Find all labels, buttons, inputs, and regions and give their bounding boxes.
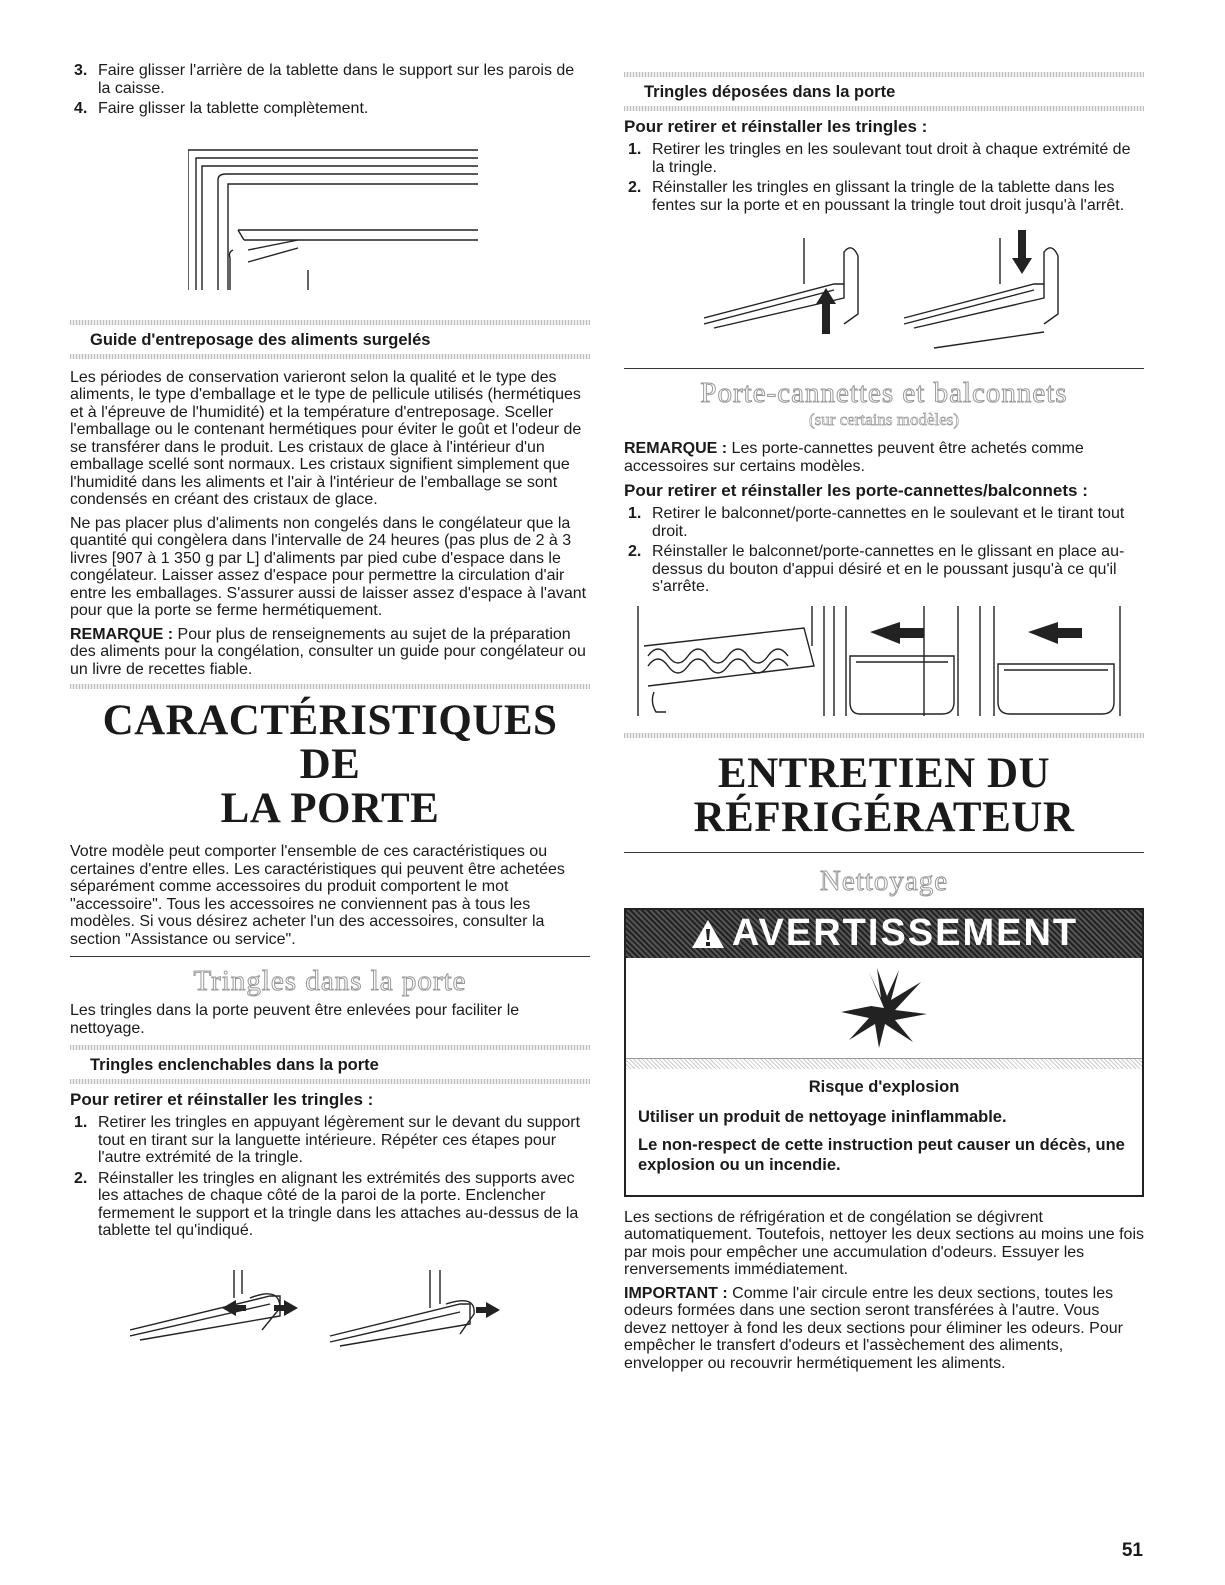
- divider: [624, 852, 1144, 853]
- list-item: [70, 100, 590, 118]
- left-column: [70, 62, 590, 1348]
- explosion-icon: [839, 968, 929, 1048]
- list-item: [624, 179, 1144, 214]
- can-racks-subtitle: (sur certains modèles): [808, 410, 960, 429]
- step-text: Faire glisser l'arrière de la tablette dans le support sur les parois de la caisse.: [98, 62, 575, 97]
- step-number: 1.: [74, 1114, 88, 1131]
- warning-pictogram: [626, 958, 1142, 1058]
- note-text: Pour plus de renseignements au sujet de la préparation des aliments pour la congélation, consulter un guide pour congélateur ou un livre de recettes fiable.: [70, 625, 586, 678]
- step-number: 2.: [628, 543, 642, 560]
- dropin-rail-illustration: [704, 228, 1064, 358]
- warning-band: [626, 1058, 1142, 1069]
- divider: [624, 733, 1144, 738]
- warning-line: Le non-respect de cette instruction peut causer un décès, une explosion ou un incendie.: [638, 1135, 1125, 1174]
- list-item: [624, 141, 1144, 176]
- page-number: 51: [1121, 1540, 1143, 1561]
- step-text: Retirer les tringles en appuyant légèrement sur le devant du support tout en tirant sur la languette intérieure. Répéter ces étapes pour l'autre extrémité de la tringle.: [98, 1114, 581, 1166]
- important-text: Comme l'air circule entre les deux sections, toutes les odeurs formées dans une section seront transférées à l'autre. Vous devez nettoyer à fond les deux sections pour éliminer les odeurs. Pour empêcher le transfert d'odeurs et l'assèchement des aliments, envelopper ou recouvrir hermétiquement les aliments.: [624, 1284, 1123, 1372]
- door-rails-title: Tringles dans la porte: [193, 965, 467, 997]
- dropin-rails-heading: Tringles déposées dans la porte: [644, 83, 896, 101]
- note-label: REMARQUE :: [70, 625, 174, 643]
- step-number: 4.: [74, 100, 88, 117]
- right-column: [624, 62, 1144, 1378]
- warning-triangle-icon: [690, 918, 726, 950]
- title-line: LA PORTE: [220, 785, 440, 832]
- door-features-title: [70, 699, 590, 831]
- warning-risk: Risque d'explosion: [808, 1077, 960, 1096]
- step-number: 1.: [628, 505, 642, 522]
- shelf-illustration: [188, 140, 488, 300]
- can-rack-illustration: [624, 606, 1124, 721]
- snap-rail-illustration: [130, 1268, 550, 1348]
- warning-body: [626, 1069, 1142, 1195]
- care-title: [624, 749, 1144, 841]
- important-label: IMPORTANT :: [624, 1284, 728, 1302]
- step-text: Réinstaller les tringles en alignant les extrémités des supports avec les attaches de chaque côté de la paroi de la porte. Enclencher fermement le support et la tringle dans les attaches au-dessus de la tablette tel qu'indiqué.: [98, 1169, 579, 1239]
- divider: [70, 684, 590, 689]
- step-text: Retirer le balconnet/porte-cannettes en le soulevant et le tirant tout droit.: [652, 505, 1125, 540]
- warning-header: [626, 910, 1142, 958]
- warning-header-text: AVERTISSEMENT: [731, 912, 1079, 954]
- dropin-rails-instruction: Pour retirer et réinstaller les tringles :: [624, 117, 928, 136]
- dropin-rails-steps: [624, 141, 1144, 214]
- step-number: 1.: [628, 141, 642, 158]
- door-rails-intro: Les tringles dans la porte peuvent être enlevées pour faciliter le nettoyage.: [70, 1002, 520, 1037]
- snap-rails-instruction: Pour retirer et réinstaller les tringles :: [70, 1090, 374, 1109]
- step-number: 2.: [628, 179, 642, 196]
- divider: [70, 956, 590, 957]
- door-features-intro: Votre modèle peut comporter l'ensemble de ces caractéristiques ou certaines d'entre elles. Les caractéristiques qui peuvent être achetées séparément comme accessoires du produit comportent le mot "accessoire". Tous les accessoires ne conviennent pas à tous les modèles. Si vous désirez acheter l'un des accessoires, consulter la section "Assistance ou service".: [70, 843, 565, 948]
- list-item: [70, 1114, 590, 1167]
- title-line: ENTRETIEN DU: [717, 749, 1051, 797]
- step-number: 3.: [74, 62, 88, 79]
- divider: [624, 106, 1144, 111]
- step-number: 2.: [74, 1169, 88, 1187]
- cleaning-title: Nettoyage: [819, 864, 949, 897]
- divider: [70, 1079, 590, 1084]
- can-racks-instruction: Pour retirer et réinstaller les porte-cannettes/balconnets :: [624, 481, 1088, 500]
- list-item: [70, 62, 590, 97]
- can-racks-steps: [624, 505, 1144, 596]
- frozen-guide-heading: Guide d'entreposage des aliments surgelés: [90, 330, 431, 349]
- warning-box: [624, 908, 1144, 1197]
- cleaning-paragraph: Les sections de réfrigération et de congélation se dégivrent automatiquement. Toutefois, nettoyer les deux sections au moins une fois par mois pour empêcher une accumulation d'odeurs. Essuyer les renversements immédiatement.: [624, 1208, 1145, 1278]
- title-line: CARACTÉRISTIQUES DE: [102, 697, 558, 788]
- title-line: RÉFRIGÉRATEUR: [693, 793, 1075, 841]
- important-paragraph: [624, 1285, 1144, 1373]
- frozen-guide-paragraph: Ne pas placer plus d'aliments non congelés dans le congélateur que la quantité qui congèlera dans l'intervalle de 24 heures (pas plus de 2 à 3 livres [907 à 1 350 g par L] d'aliments par pied cube d'espace dans le congélateur. Laisser assez d'espace pour permettre la circulation d'air entre les emballages. S'assurer aussi de laisser assez d'espace à l'avant pour que la porte se ferme hermétiquement.: [70, 514, 587, 619]
- step-text: Réinstaller les tringles en glissant la tringle de la tablette dans les fentes sur la porte et en poussant la tringle tout droit jusqu'à l'arrêt.: [652, 179, 1125, 214]
- shelf-steps: [70, 62, 590, 118]
- divider: [70, 354, 590, 359]
- snap-rails-steps: [70, 1114, 590, 1240]
- step-text: Réinstaller le balconnet/porte-cannettes en le glissant en place au-dessus du bouton d'appui désiré et en le poussant jusqu'à ce qu'il s'arrête.: [652, 543, 1125, 595]
- list-item: [624, 505, 1144, 540]
- can-racks-note: [624, 440, 1144, 475]
- note-text: Les porte-cannettes peuvent être achetés comme accessoires sur certains modèles.: [624, 440, 1084, 475]
- divider: [624, 368, 1144, 369]
- note-label: REMARQUE :: [624, 440, 728, 457]
- frozen-guide-note: [70, 626, 590, 679]
- list-item: [624, 543, 1144, 596]
- step-text: Retirer les tringles en les soulevant tout droit à chaque extrémité de la tringle.: [652, 141, 1131, 176]
- step-text: Faire glisser la tablette complètement.: [98, 100, 369, 117]
- warning-line: Utiliser un produit de nettoyage ininflammable.: [638, 1107, 1007, 1126]
- list-item: [70, 1170, 590, 1240]
- snap-rails-heading: Tringles enclenchables dans la porte: [90, 1056, 379, 1074]
- frozen-guide-paragraph: Les périodes de conservation varieront selon la qualité et le type des aliments, le type d'emballage et le type de pellicule utilisés (hermétiques et à l'épreuve de l'humidité) et la température d'entreposage. Sceller l'emballage ou le contenant hermétiques pour éviter le goût et l'odeur de se transférer dans le produit. Les cristaux de glace à l'intérieur d'un emballage scellé sont normaux. Les cristaux signifient simplement que l'humidité dans les aliments et l'air à l'intérieur de l'emballage se sont condensés en créant des cristaux de glace.: [70, 368, 582, 508]
- can-racks-title: Porte-cannettes et balconnets: [700, 377, 1068, 409]
